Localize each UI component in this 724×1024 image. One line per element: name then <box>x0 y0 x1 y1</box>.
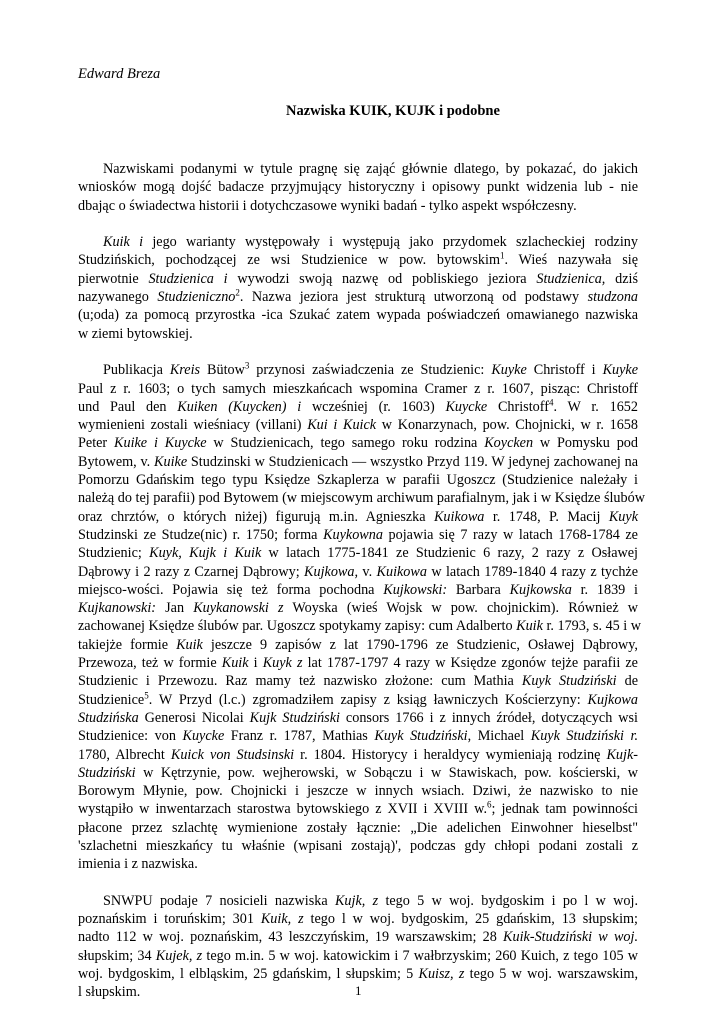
paragraph-intro <box>78 160 638 215</box>
text-line: Studzienic; Kuyk, Kujk i Kuik w latach 1775-1841 ze Studzienic 6 razy, 2 razy z Osławej <box>78 545 638 562</box>
text-line: słupskim; 34 Kujek, z tego m.in. 5 w woj. katowickim i 7 wałbrzyskim; 260 Kuich, z tego 105 w <box>78 947 638 964</box>
text-line: zachowanej Księdze ślubów par. Ugoszcz spotykamy zapisy: cum Adalberto Kuik r. 1793, s. 45 i w <box>78 618 642 635</box>
text-line: Studzinski ze Studze(nic) r. 1750; forma Kuykowna pojawia się 7 razy w latach 1768-1784 ze <box>78 526 638 543</box>
text-line: Studzienice: von Kuycke Franz r. 1787, Mathias Kuyk Studziński, Michael Kuyk Studziński r. <box>78 728 638 745</box>
text-line: Paul z r. 1603; o tych samych mieszkańcach wspomina Cramer z r. 1607, pisząc: Christoff <box>78 380 638 397</box>
text-line: Peter Kuike i Kuycke w Studzienicach, tego samego roku rodzina Koycken w Pomysku pod <box>78 435 638 452</box>
text-line: wystąpiło w inwentarzach starostwa bytowskiego z XVII i XVIII w.$^6$; jednak tam powinności <box>78 799 638 818</box>
text-line: poznańskim i toruńskim; 301 Kuik, z tego l w woj. bydgoskim, 25 gdańskim, 13 słupskim; <box>78 911 638 928</box>
text-line: Publikacja Kreis Bütow$^3$ przynosi zaświadczenia ze Studzienic: Kuyke Christoff i Kuyke <box>103 360 639 379</box>
text-line: w ziemi bytowskiej. <box>78 325 193 342</box>
text-line: l słupskim. <box>78 984 141 1001</box>
text-line: 'szlachetni mieszkańcy tu właśnie (wpisani zostają)', podczas gdy chłopi podani zostali z <box>78 837 638 854</box>
text-line: pierwotnie Studzienica i wywodzi swoją nazwę od pobliskiego jeziora Studzienica, dziś <box>78 270 638 287</box>
text-line: płacone przez szlachtę wymienione zostały łącznie: „Die adelichen Einwohner hieselbst" <box>78 819 638 836</box>
text-line: Studzińska Generosi Nicolai Kujk Studziński consors 1766 i z innych źródeł, dotyczących wsi <box>78 709 638 726</box>
text-line: imienia i z nazwiska. <box>78 856 198 873</box>
text-line: Borowym Młynie, pow. Chojnicki i jeszcze w innych wsiach. Dziwi, że nazwisko to nie <box>78 783 638 800</box>
text-line: miejsco-wości. Pojawia się też forma pochodna Kujkowski: Barbara Kujkowska r. 1839 i <box>78 581 638 598</box>
text-line: nadto 112 w woj. poznańskim, 43 leszczyńskim, 19 warszawskim; 28 Kuik-Studziński w woj. <box>78 929 638 946</box>
text-line: Pomorzu Gdańskim tego typu Księdze Szkaplerza w parafii Ugoszcz (Studzienice należały i <box>78 472 638 489</box>
text-line: Studzienice$^5$. W Przyd (l.c.) zgromadziłem zapisy z ksiąg ławniczych Kościerzyny: Kujkowa <box>78 689 638 708</box>
text-line: należą do tej parafii) pod Bytowem (w miejscowym archiwum parafialnym, jak i w Księdze ślubów <box>78 490 645 507</box>
text-line: und Paul den Kuiken (Kuycken) i wcześniej (r. 1603) Kuycke Christoff$^4$. W r. 1652 <box>78 397 638 415</box>
article-title: Nazwiska KUIK, KUJK i podobne <box>286 103 500 119</box>
text-line: nazywanego Studzieniczno$^2$. Nazwa jeziora jest strukturą utworzoną od podstawy studzona <box>78 287 639 306</box>
text-line: oraz chrztów, o których niżej) figurują m.in. Agnieszka Kuikowa r. 1748, P. Macij Kuyk <box>78 508 638 525</box>
page-number: 1 <box>355 983 362 998</box>
text-line: 1780, Albrecht Kuick von Studsinski r. 1804. Historycy i heraldycy wymieniają rodzinę Kujk- <box>78 746 638 763</box>
text-line: Kujkanowski: Jan Kuykanowski z Woyska (wieś Wojsk w pow. chojnickim). Również w <box>78 600 638 617</box>
text-line: wniosków mogą dojść badacze przyjmujący historyczny i opisowy punkt widzenia lub - nie <box>78 179 638 196</box>
paragraph-origin <box>78 233 638 343</box>
text-line: Studziński w Kętrzynie, pow. wejherowski, w Sobączu i w Stawiskach, pow. kościerski, w <box>78 764 638 781</box>
author-name: Edward Breza <box>78 66 161 82</box>
text-line: woj. bydgoskim, l elbląskim, 25 gdańskim, l słupskim; 5 Kuisz, z tego 5 w woj. warszawskim, <box>78 966 639 983</box>
paragraph-sources <box>78 360 645 873</box>
text-line: Studzienic i Przewozu. Raz mamy też nazwisko złożone: cum Mathia Kuyk Studziński de <box>78 673 638 690</box>
text-line: Kuik i jego warianty występowały i występują jako przydomek szlacheckiej rodziny <box>103 234 638 251</box>
text-line: Przewoza, też w formie Kuik i Kuyk z lat 1787-1797 4 razy w Księdze zgonów tejże parafii ze <box>78 655 638 672</box>
text-line: Bytowem, v. Kuike Studzinski w Studzienicach — wszystko Przyd 119. W jedynej zachowanej na <box>78 453 638 470</box>
text-line: wymienieni zostali wieśniacy (villani) Kui i Kuick w Konarzynach, pow. Chojnicki, w r. 1658 <box>78 417 638 434</box>
text-line: SNWPU podaje 7 nosicieli nazwiska Kujk, z tego 5 w woj. bydgoskim i po l w woj. <box>103 892 638 909</box>
article-body <box>78 160 645 1020</box>
text-line: (u;oda) za pomocą przyrostka -ica Szukać zatem wypada poświadczeń omawianego nazwiska <box>78 307 638 324</box>
text-line: Studzińskich, pochodzącej ze wsi Studzienice w pow. bytowskim$^1$. Wieś nazywała się <box>78 250 638 269</box>
text-line: takiejże formie Kuik jeszcze 9 zapisów z lat 1790-1796 ze Studzienic, Osławej Dąbrowy, <box>78 636 638 653</box>
text-line: dbając o świadectwa historii i dotychczasowe wyniki badań - tylko aspekt współczesny. <box>78 197 577 214</box>
text-line: Dąbrowy i 2 razy z Czarnej Dąbrowy; Kujkowa, v. Kuikowa w latach 1789-1840 4 razy z tychże <box>78 563 639 580</box>
text-line: Nazwiskami podanymi w tytule pragnę się zająć głównie dlatego, by pokazać, do jakich <box>103 161 638 177</box>
